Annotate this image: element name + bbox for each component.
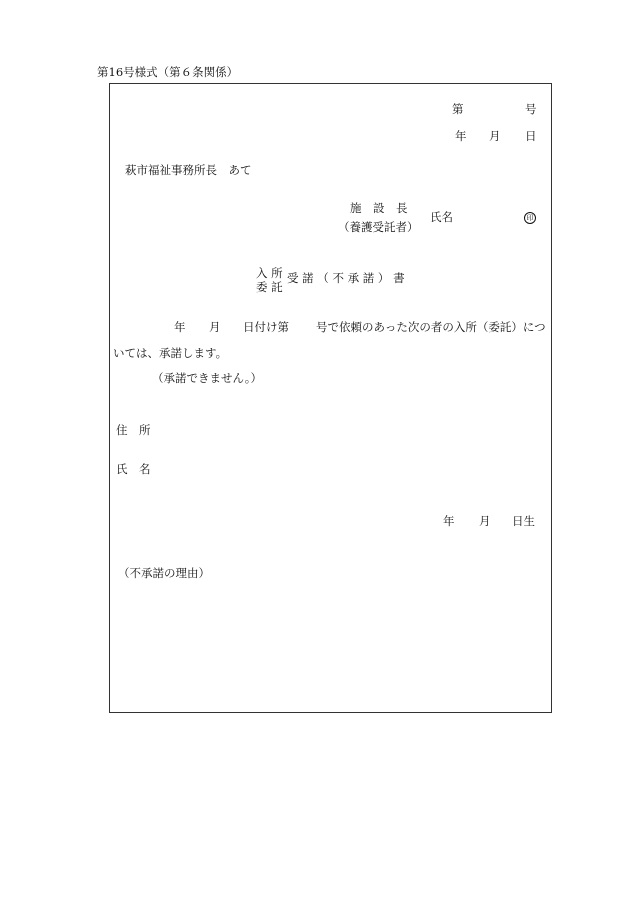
header-year: 年 (455, 129, 467, 143)
title-stack (256, 266, 283, 295)
birth-month: 月 (479, 514, 491, 528)
title-stack-top: 入 所 (256, 266, 283, 280)
birth-year: 年 (443, 514, 455, 528)
header-month: 月 (489, 129, 501, 143)
address-label: 住 所 (116, 423, 151, 437)
body-line-3: （承諾できません。） (152, 371, 262, 385)
title-main: 受 諾 （ 不 承 諾 ） 書 (287, 271, 405, 285)
name-label: 氏 名 (116, 462, 151, 476)
body-day-ref: 日付け第 (243, 320, 289, 334)
seal-mark: 印 (524, 212, 536, 224)
number-suffix: 号 (525, 102, 537, 116)
body-number-text: 号で依頼のあった次の者の入所（委託）につ (316, 320, 546, 334)
number-prefix: 第 (452, 102, 464, 116)
sender-title: 施 設 長 (350, 201, 408, 215)
body-line-2: いては、承諾します。 (113, 346, 228, 360)
title-stack-bottom: 委 託 (256, 280, 283, 295)
form-style-heading: 第16号様式（第６条関係） (97, 65, 239, 79)
addressee: 萩市福祉事務所長 あて (125, 163, 252, 177)
header-day: 日 (525, 129, 537, 143)
body-year: 年 (174, 320, 186, 334)
birth-day: 日生 (512, 514, 535, 528)
body-month: 月 (209, 320, 221, 334)
sender-subtitle: （養護受託者） (338, 220, 419, 234)
form-frame (109, 83, 552, 713)
sender-name-label: 氏名 (430, 210, 453, 224)
reason-label: （不承諾の理由） (118, 566, 210, 580)
